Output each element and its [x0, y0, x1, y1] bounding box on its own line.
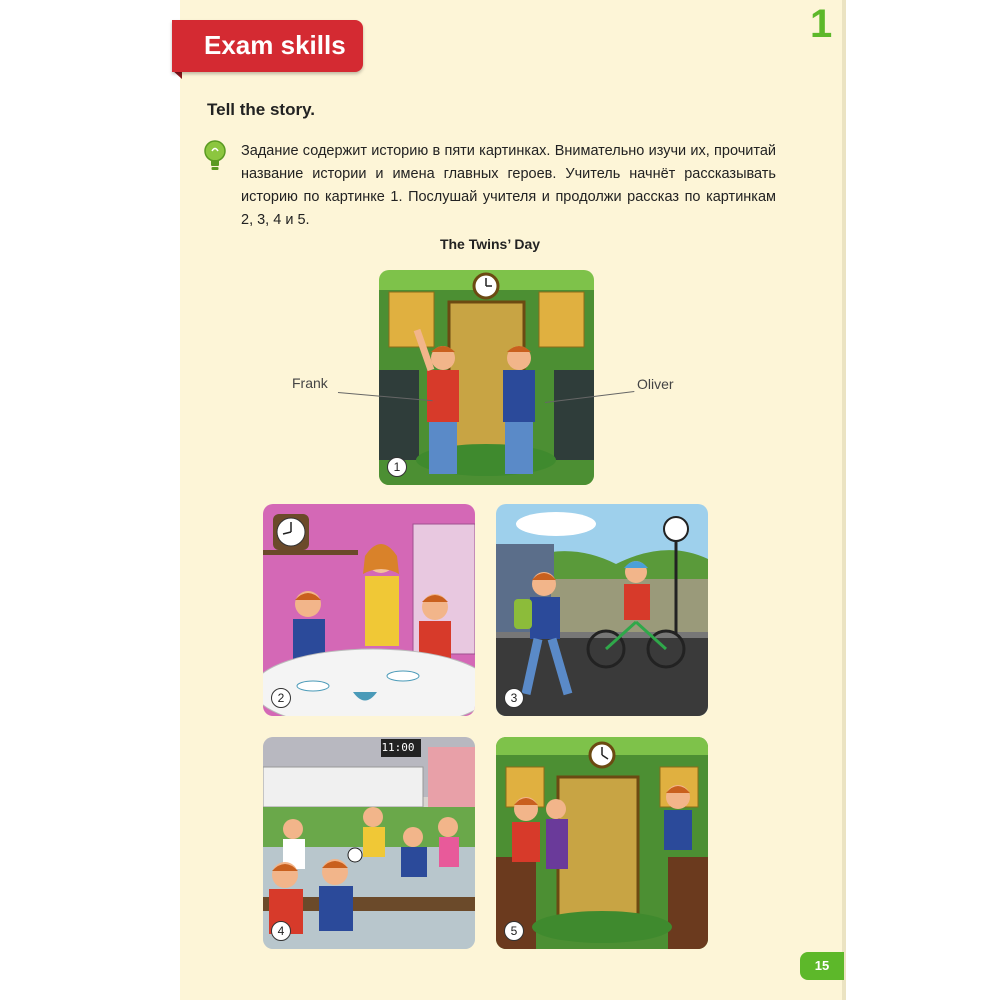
story-picture-2: [263, 504, 475, 716]
unit-number: 1: [810, 2, 833, 46]
story-picture-5: [496, 737, 708, 949]
story-title: The Twins’ Day: [439, 236, 541, 252]
picture-number-5: 5: [504, 921, 524, 941]
task-title: Tell the story.: [207, 100, 316, 119]
lightbulb-icon: [203, 140, 227, 174]
character-label-oliver: Oliver: [637, 376, 674, 392]
story-picture-1: [379, 270, 594, 485]
character-label-frank: Frank: [292, 375, 328, 391]
page-edge: [842, 0, 846, 1000]
picture-number-3: 3: [504, 688, 524, 708]
picture-number-1: 1: [387, 457, 407, 477]
task-instructions: Задание содержит историю в пяти картинках. Внимательно изучи их, прочитай название истории и имена главных героев. Учитель начнёт рассказывать историю по картинке 1. Послушай учителя и продолжи рассказ по картинкам 2, 3, 4 и 5.: [241, 143, 776, 228]
picture-number-4: 4: [271, 921, 291, 941]
story-picture-4: [263, 737, 475, 949]
story-picture-3: [496, 504, 708, 716]
page-number: 15: [800, 952, 844, 980]
picture-number-2: 2: [271, 688, 291, 708]
school-clock-display: 11:00: [381, 741, 415, 754]
section-title: Exam skills: [204, 30, 346, 60]
